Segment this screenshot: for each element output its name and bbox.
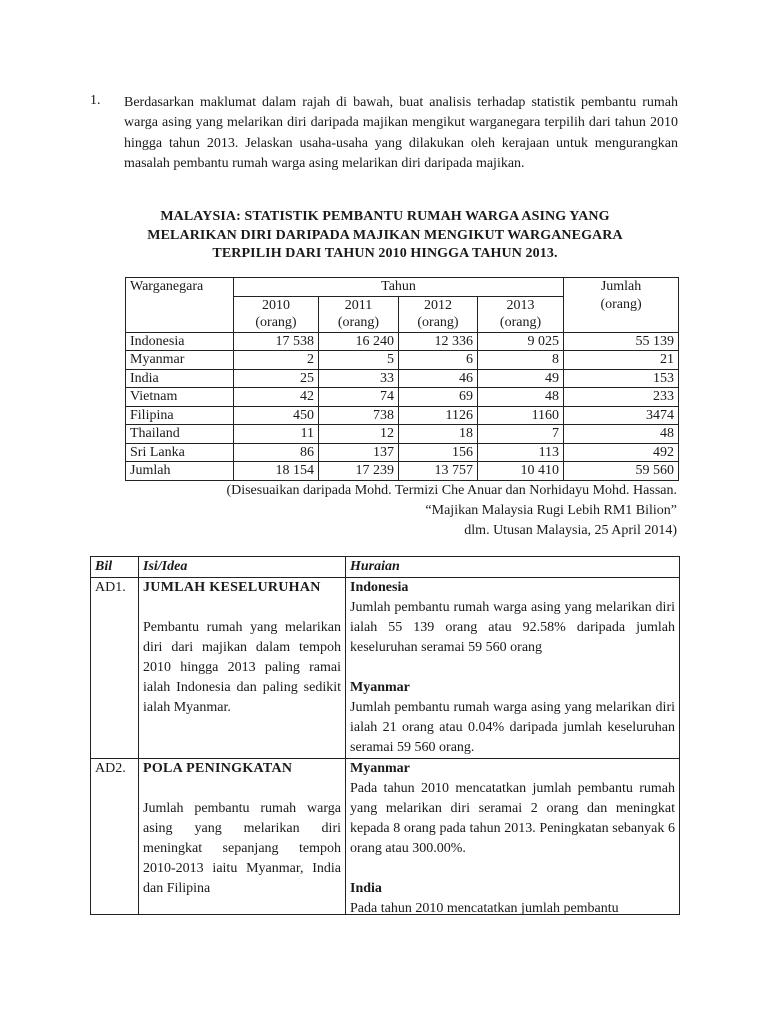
cell-value: 17 538 — [234, 332, 319, 351]
header-year-group: Tahun — [234, 278, 564, 297]
cell-value: 25 — [234, 369, 319, 388]
cell-value: 86 — [234, 443, 319, 462]
cell-value: 46 — [399, 369, 478, 388]
table-title — [110, 208, 660, 264]
cell-total: 3474 — [564, 406, 679, 425]
huraian-content — [350, 759, 675, 914]
table-row — [126, 425, 679, 444]
cell-idea — [139, 578, 346, 759]
huraian-title: Indonesia — [350, 580, 409, 595]
cell-value: 7 — [478, 425, 564, 444]
table-row — [126, 406, 679, 425]
cell-huraian — [346, 578, 680, 759]
source-line-2: “Majikan Malaysia Rugi Lebih RM1 Bilion” — [425, 503, 677, 518]
idea-body: Jumlah pembantu rumah warga asing yang melarikan diri meningkat sepanjang tempoh 2010-2013 iaitu Myanmar, India dan Filipina — [143, 801, 341, 896]
table-row — [126, 369, 679, 388]
cell-value: 5 — [319, 351, 399, 370]
huraian-body: Jumlah pembantu rumah warga asing yang melarikan diri ialah 21 orang atau 0.04% daripada jumlah keseluruhan seramai 59 560 orang. — [350, 700, 675, 755]
header-total-unit: (orang) — [600, 296, 642, 312]
table-row — [126, 332, 679, 351]
source-line-1: (Disesuaikan daripada Mohd. Termizi Che Anuar dan Norhidayu Mohd. Hassan. — [226, 483, 677, 498]
cell-total: 153 — [564, 369, 679, 388]
header-idea: Isi/Idea — [139, 557, 346, 578]
huraian-body: Jumlah pembantu rumah warga asing yang melarikan diri ialah 55 139 orang atau 92.58% daripada jumlah keseluruhan seramai 59 560 orang — [350, 600, 675, 655]
cell-country: Jumlah — [126, 462, 234, 481]
year-unit: (orang) — [337, 315, 380, 330]
cell-value: 13 757 — [399, 462, 478, 481]
cell-value: 17 239 — [319, 462, 399, 481]
table-row — [126, 351, 679, 370]
cell-bil: AD2. — [91, 759, 139, 915]
cell-country: Filipina — [126, 406, 234, 425]
cell-value: 9 025 — [478, 332, 564, 351]
idea-title: JUMLAH KESELURUHAN — [143, 580, 321, 595]
cell-value: 2 — [234, 351, 319, 370]
cell-value: 74 — [319, 388, 399, 407]
header-country: Warganegara — [126, 278, 234, 333]
cell-country: Thailand — [126, 425, 234, 444]
cell-value: 18 154 — [234, 462, 319, 481]
huraian-title: Myanmar — [350, 680, 410, 695]
answer-row — [91, 578, 680, 759]
cell-total: 48 — [564, 425, 679, 444]
answer-header-row — [91, 557, 680, 578]
header-total-label: Jumlah — [600, 279, 642, 294]
header-total — [564, 278, 679, 333]
header-year — [319, 296, 399, 332]
year-label: 2011 — [344, 297, 373, 313]
cell-value: 48 — [478, 388, 564, 407]
stats-header-row-1 — [126, 278, 679, 297]
year-unit: (orang) — [417, 315, 459, 330]
year-label: 2013 — [506, 297, 535, 313]
table-title-line-1: MALAYSIA: STATISTIK PEMBANTU RUMAH WARGA ASING YANG — [160, 209, 610, 224]
cell-value: 69 — [399, 388, 478, 407]
cell-bil: AD1. — [91, 578, 139, 759]
cell-value: 11 — [234, 425, 319, 444]
cell-value: 1126 — [399, 406, 478, 425]
cell-huraian — [346, 759, 680, 915]
cell-value: 1160 — [478, 406, 564, 425]
cell-total: 233 — [564, 388, 679, 407]
cell-total: 492 — [564, 443, 679, 462]
cell-value: 12 — [319, 425, 399, 444]
year-unit: (orang) — [255, 315, 297, 330]
cell-value: 450 — [234, 406, 319, 425]
header-year — [234, 296, 319, 332]
header-year — [399, 296, 478, 332]
source-citation — [226, 481, 677, 541]
cell-total: 55 139 — [564, 332, 679, 351]
header-huraian: Huraian — [346, 557, 680, 578]
year-label: 2010 — [262, 297, 290, 313]
question-number: 1. — [90, 93, 101, 108]
table-row-total — [126, 462, 679, 481]
cell-value: 738 — [319, 406, 399, 425]
cell-country: India — [126, 369, 234, 388]
cell-value: 137 — [319, 443, 399, 462]
header-bil: Bil — [91, 557, 139, 578]
question-text: Berdasarkan maklumat dalam rajah di bawah, buat analisis terhadap statistik pembantu rumah warga asing yang melarikan diri daripada majikan mengikut warganegara terpilih dari tahun 2010 hingga tahun 2013. Jelaskan usaha-usaha yang dilakukan oleh kerajaan untuk mengurangkan masalah pembantu rumah warga asing melarikan diri daripada majikan. — [124, 95, 678, 172]
cell-value: 49 — [478, 369, 564, 388]
table-title-line-2: MELARIKAN DIRI DARIPADA MAJIKAN MENGIKUT WARGANEGARA — [147, 227, 623, 243]
huraian-title: Myanmar — [350, 761, 410, 776]
idea-body: Pembantu rumah yang melarikan diri dari majikan dalam tempoh 2010 hingga 2013 paling ramai ialah Indonesia dan paling sedikit ialah Myanmar. — [143, 620, 341, 715]
table-title-line-3: TERPILIH DARI TAHUN 2010 HINGGA TAHUN 2013. — [212, 246, 558, 262]
cell-country: Vietnam — [126, 388, 234, 407]
source-line-3: dlm. Utusan Malaysia, 25 April 2014) — [464, 523, 677, 538]
table-row — [126, 388, 679, 407]
answer-table — [90, 556, 680, 915]
huraian-title: India — [350, 881, 382, 896]
statistics-table — [125, 277, 679, 481]
cell-total: 59 560 — [564, 462, 679, 481]
cell-value: 10 410 — [478, 462, 564, 481]
year-label: 2012 — [424, 297, 452, 313]
cell-value: 8 — [478, 351, 564, 370]
cell-country: Sri Lanka — [126, 443, 234, 462]
cell-value: 18 — [399, 425, 478, 444]
cell-value: 6 — [399, 351, 478, 370]
cell-value: 156 — [399, 443, 478, 462]
cell-value: 12 336 — [399, 332, 478, 351]
cell-idea — [139, 759, 346, 915]
cell-value: 33 — [319, 369, 399, 388]
cell-country: Myanmar — [126, 351, 234, 370]
table-row — [126, 443, 679, 462]
idea-title: POLA PENINGKATAN — [143, 761, 293, 776]
cell-country: Indonesia — [126, 332, 234, 351]
huraian-body: Pada tahun 2010 mencatatkan jumlah pembantu rumah yang melarikan diri seramai 2 orang dan meningkat kepada 8 orang pada tahun 2013. Peningkatan sebanyak 6 orang atau 300.00%. — [350, 781, 675, 856]
cell-value: 42 — [234, 388, 319, 407]
year-unit: (orang) — [499, 315, 542, 330]
huraian-body: Pada tahun 2010 mencatatkan jumlah pembantu — [350, 901, 619, 914]
cell-total: 21 — [564, 351, 679, 370]
cell-value: 16 240 — [319, 332, 399, 351]
header-year — [478, 296, 564, 332]
cell-value: 113 — [478, 443, 564, 462]
answer-row — [91, 759, 680, 915]
